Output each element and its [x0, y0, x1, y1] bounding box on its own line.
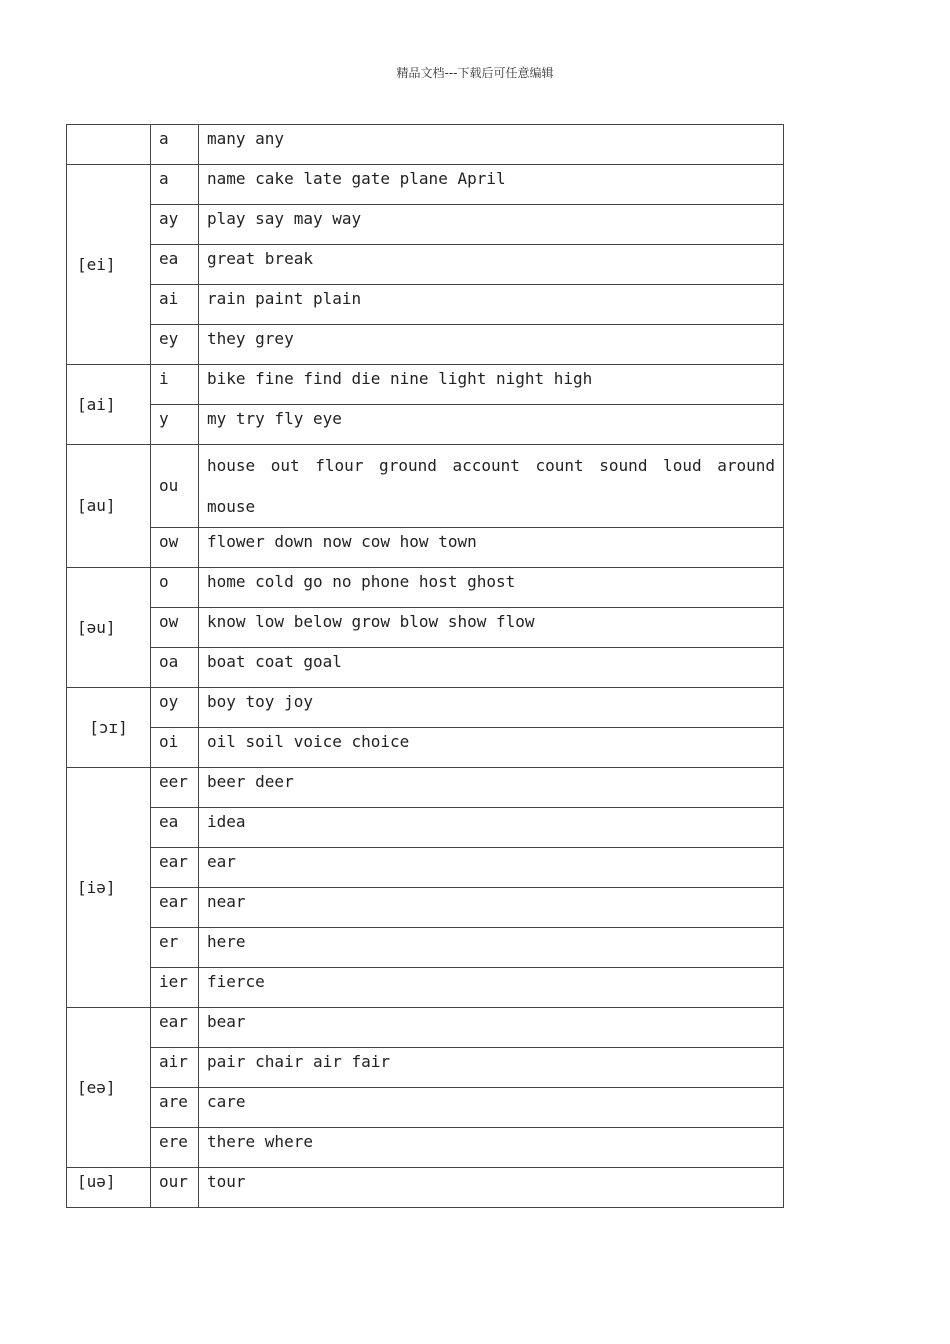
table-row	[67, 888, 784, 928]
phonetic-symbol: [ai]	[67, 365, 151, 445]
phonetic-symbol	[67, 125, 151, 165]
spelling-cell: a	[151, 125, 199, 165]
phonetic-symbol: [əu]	[67, 568, 151, 688]
examples-cell: rain paint plain	[199, 285, 784, 325]
examples-cell: many any	[199, 125, 784, 165]
page-header: 精品文档---下载后可任意编辑	[396, 66, 554, 80]
table-row	[67, 728, 784, 768]
spelling-cell: ai	[151, 285, 199, 325]
examples-cell: there where	[199, 1128, 784, 1168]
phonetic-symbol: [iə]	[67, 768, 151, 1008]
spelling-cell: a	[151, 165, 199, 205]
examples-cell: beer deer	[199, 768, 784, 808]
spelling-cell: ay	[151, 205, 199, 245]
examples-cell: idea	[199, 808, 784, 848]
phonetic-symbol: [ɔɪ]	[67, 688, 151, 768]
examples-cell: tour	[199, 1168, 784, 1208]
phonetic-symbol: [au]	[67, 445, 151, 568]
examples-cell: boy toy joy	[199, 688, 784, 728]
examples-cell: bear	[199, 1008, 784, 1048]
table-row	[67, 125, 784, 165]
table-row	[67, 648, 784, 688]
spelling-cell: er	[151, 928, 199, 968]
spelling-cell: ere	[151, 1128, 199, 1168]
examples-cell: great break	[199, 245, 784, 285]
spelling-cell: o	[151, 568, 199, 608]
table-row	[67, 808, 784, 848]
phonics-table	[66, 124, 784, 1208]
spelling-cell: ou	[151, 445, 199, 528]
examples-cell: my try fly eye	[199, 405, 784, 445]
phonetic-symbol: [uə]	[67, 1168, 151, 1208]
table-row	[67, 768, 784, 808]
spelling-cell: ear	[151, 888, 199, 928]
spelling-cell: oy	[151, 688, 199, 728]
spelling-cell: our	[151, 1168, 199, 1208]
spelling-cell: ea	[151, 245, 199, 285]
table-row	[67, 165, 784, 205]
spelling-cell: y	[151, 405, 199, 445]
table-row	[67, 928, 784, 968]
table-row	[67, 325, 784, 365]
spelling-cell: oi	[151, 728, 199, 768]
spelling-cell: ear	[151, 848, 199, 888]
examples-cell: fierce	[199, 968, 784, 1008]
examples-cell: here	[199, 928, 784, 968]
table-row	[67, 245, 784, 285]
examples-cell: home cold go no phone host ghost	[199, 568, 784, 608]
examples-cell: name cake late gate plane April	[199, 165, 784, 205]
examples-cell: oil soil voice choice	[199, 728, 784, 768]
table-row	[67, 1008, 784, 1048]
examples-cell: near	[199, 888, 784, 928]
phonetic-symbol: [ei]	[67, 165, 151, 365]
examples-cell: house out flour ground account count sound loud around mouse	[199, 445, 784, 528]
table-row	[67, 968, 784, 1008]
examples-cell: flower down now cow how town	[199, 528, 784, 568]
spelling-cell: ea	[151, 808, 199, 848]
table-row	[67, 528, 784, 568]
examples-cell: boat coat goal	[199, 648, 784, 688]
spelling-cell: oa	[151, 648, 199, 688]
spelling-cell: eer	[151, 768, 199, 808]
examples-cell: know low below grow blow show flow	[199, 608, 784, 648]
table-row	[67, 1168, 784, 1208]
examples-cell: ear	[199, 848, 784, 888]
phonetic-symbol: [eə]	[67, 1008, 151, 1168]
spelling-cell: ey	[151, 325, 199, 365]
spelling-cell: ow	[151, 528, 199, 568]
spelling-cell: air	[151, 1048, 199, 1088]
table-row	[67, 445, 784, 528]
table-row	[67, 608, 784, 648]
table-row	[67, 405, 784, 445]
table-row	[67, 1128, 784, 1168]
table-row	[67, 205, 784, 245]
table-row	[67, 1048, 784, 1088]
spelling-cell: are	[151, 1088, 199, 1128]
table-row	[67, 688, 784, 728]
spelling-cell: ier	[151, 968, 199, 1008]
table-row	[67, 568, 784, 608]
table-row	[67, 365, 784, 405]
examples-cell: care	[199, 1088, 784, 1128]
table-row	[67, 1088, 784, 1128]
table-row	[67, 848, 784, 888]
table-row	[67, 285, 784, 325]
spelling-cell: ow	[151, 608, 199, 648]
spelling-cell: i	[151, 365, 199, 405]
examples-cell: play say may way	[199, 205, 784, 245]
examples-cell: pair chair air fair	[199, 1048, 784, 1088]
examples-cell: bike fine find die nine light night high	[199, 365, 784, 405]
examples-cell: they grey	[199, 325, 784, 365]
spelling-cell: ear	[151, 1008, 199, 1048]
